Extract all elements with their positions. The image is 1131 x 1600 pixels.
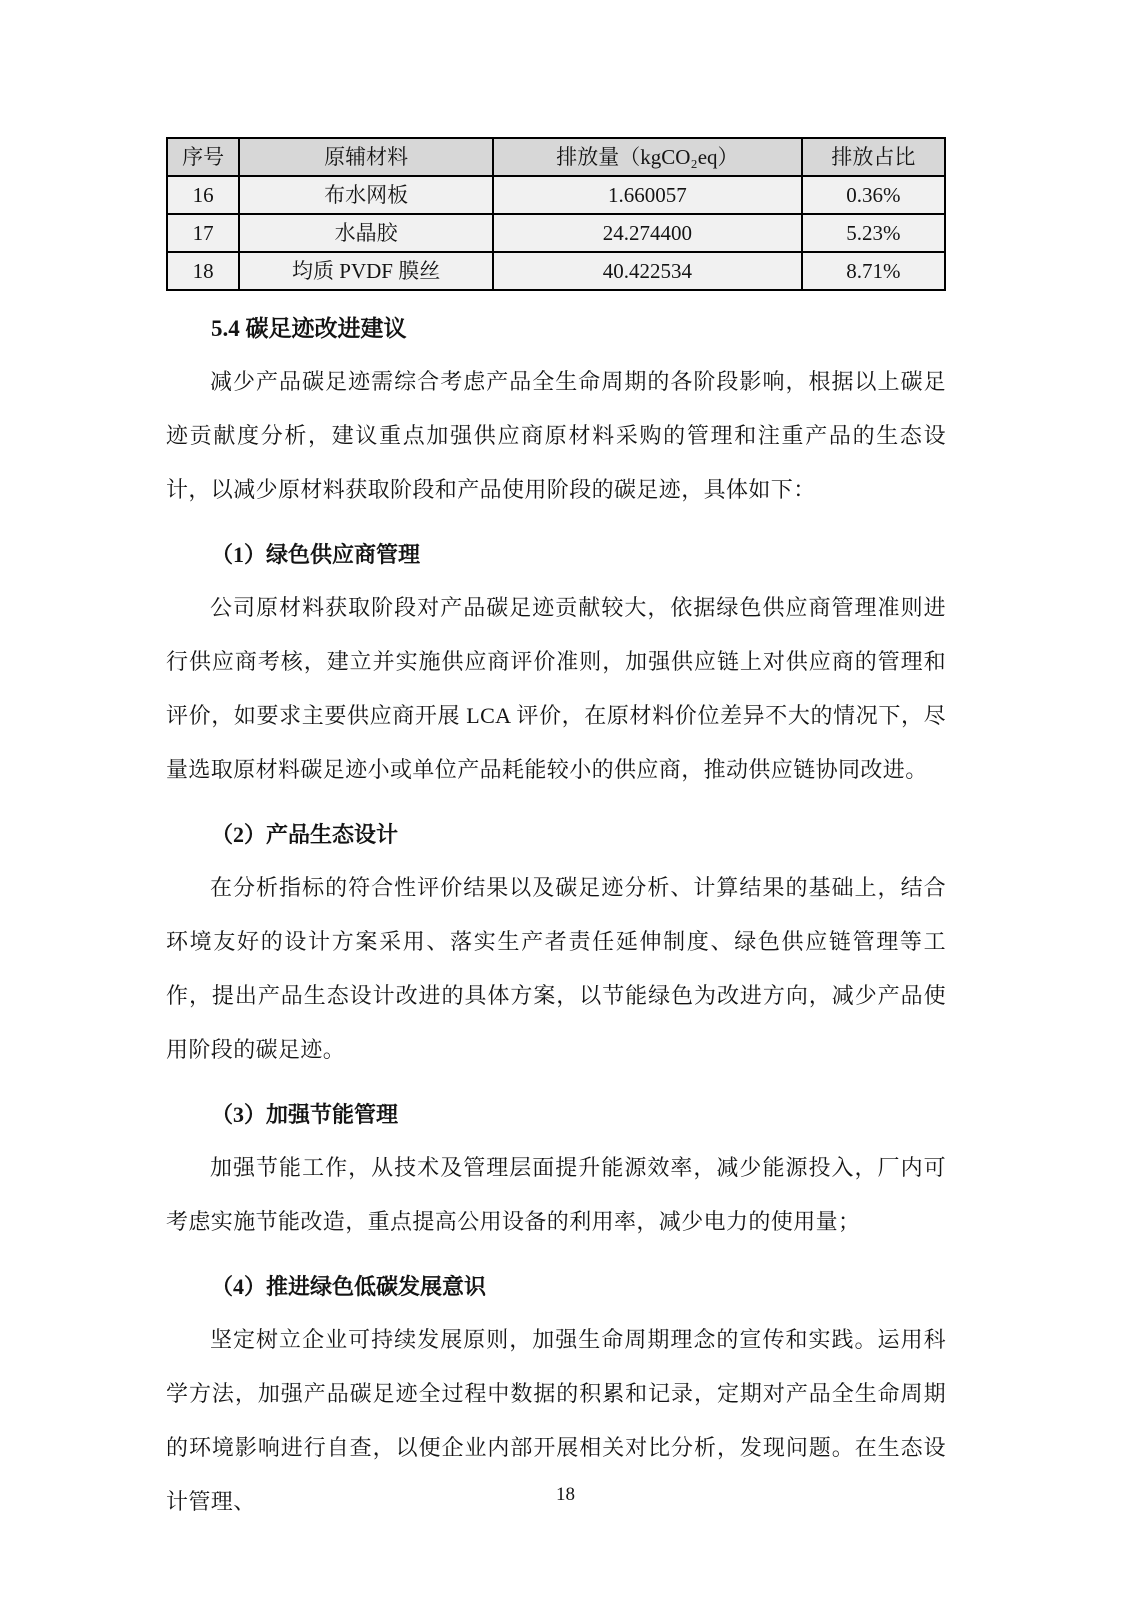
table-header-row: [167, 138, 945, 176]
cell-emission: 24.274400: [493, 214, 802, 252]
cell-emission: 40.422534: [493, 252, 802, 290]
subsection-title-1: （1）绿色供应商管理: [211, 542, 421, 567]
subsection-paragraph-2: 在分析指标的符合性评价结果以及碳足迹分析、计算结果的基础上，结合环境友好的设计方案采用、落实生产者责任延伸制度、绿色供应链管理等工作，提出产品生态设计改进的具体方案，以节能绿色为改进方向，减少产品使用阶段的碳足迹。: [166, 875, 946, 1062]
column-header-emission: 排放量（kgCO₂eq）: [493, 138, 802, 176]
column-header-share: 排放占比: [802, 138, 945, 176]
cell-emission: 1.660057: [493, 176, 802, 214]
column-header-index: 序号: [167, 138, 239, 176]
subsection-title-4: （4）推进绿色低碳发展意识: [211, 1274, 487, 1299]
cell-share: 0.36%: [802, 176, 945, 214]
cell-share: 8.71%: [802, 252, 945, 290]
cell-index: 16: [167, 176, 239, 214]
section-heading: 5.4 碳足迹改进建议: [211, 316, 407, 341]
intro-paragraph: 减少产品碳足迹需综合考虑产品全生命周期的各阶段影响，根据以上碳足迹贡献度分析，建议重点加强供应商原材料采购的管理和注重产品的生态设计，以减少原材料获取阶段和产品使用阶段的碳足迹，具体如下：: [166, 369, 946, 502]
subsection-paragraph-3: 加强节能工作，从技术及管理层面提升能源效率，减少能源投入，厂内可考虑实施节能改造，重点提高公用设备的利用率，减少电力的使用量；: [166, 1155, 946, 1234]
subsection-paragraph-1: 公司原材料获取阶段对产品碳足迹贡献较大，依据绿色供应商管理准则进行供应商考核，建立并实施供应商评价准则，加强供应链上对供应商的管理和评价，如要求主要供应商开展 LCA 评价，在原材料价位差异不大的情况下，尽量选取原材料碳足迹小或单位产品耗能较小的供应商，推动供应链协同改进。: [166, 595, 946, 782]
cell-material: 布水网板: [239, 176, 493, 214]
cell-material: 水晶胶: [239, 214, 493, 252]
subsection-title-2: （2）产品生态设计: [211, 822, 399, 847]
subsection-title-3: （3）加强节能管理: [211, 1102, 399, 1127]
table-row: [167, 176, 945, 214]
cell-material: 均质 PVDF 膜丝: [239, 252, 493, 290]
column-header-material: 原辅材料: [239, 138, 493, 176]
subsection-paragraph-4: 坚定树立企业可持续发展原则，加强生命周期理念的宣传和实践。运用科学方法，加强产品碳足迹全过程中数据的积累和记录，定期对产品全生命周期的环境影响进行自查，以便企业内部开展相关对比分析，发现问题。在生态设计管理、: [166, 1327, 946, 1514]
cell-share: 5.23%: [802, 214, 945, 252]
page-number: 18: [556, 1484, 575, 1505]
cell-index: 18: [167, 252, 239, 290]
emission-table: [166, 137, 946, 291]
table-row: [167, 214, 945, 252]
table-row: [167, 252, 945, 290]
cell-index: 17: [167, 214, 239, 252]
